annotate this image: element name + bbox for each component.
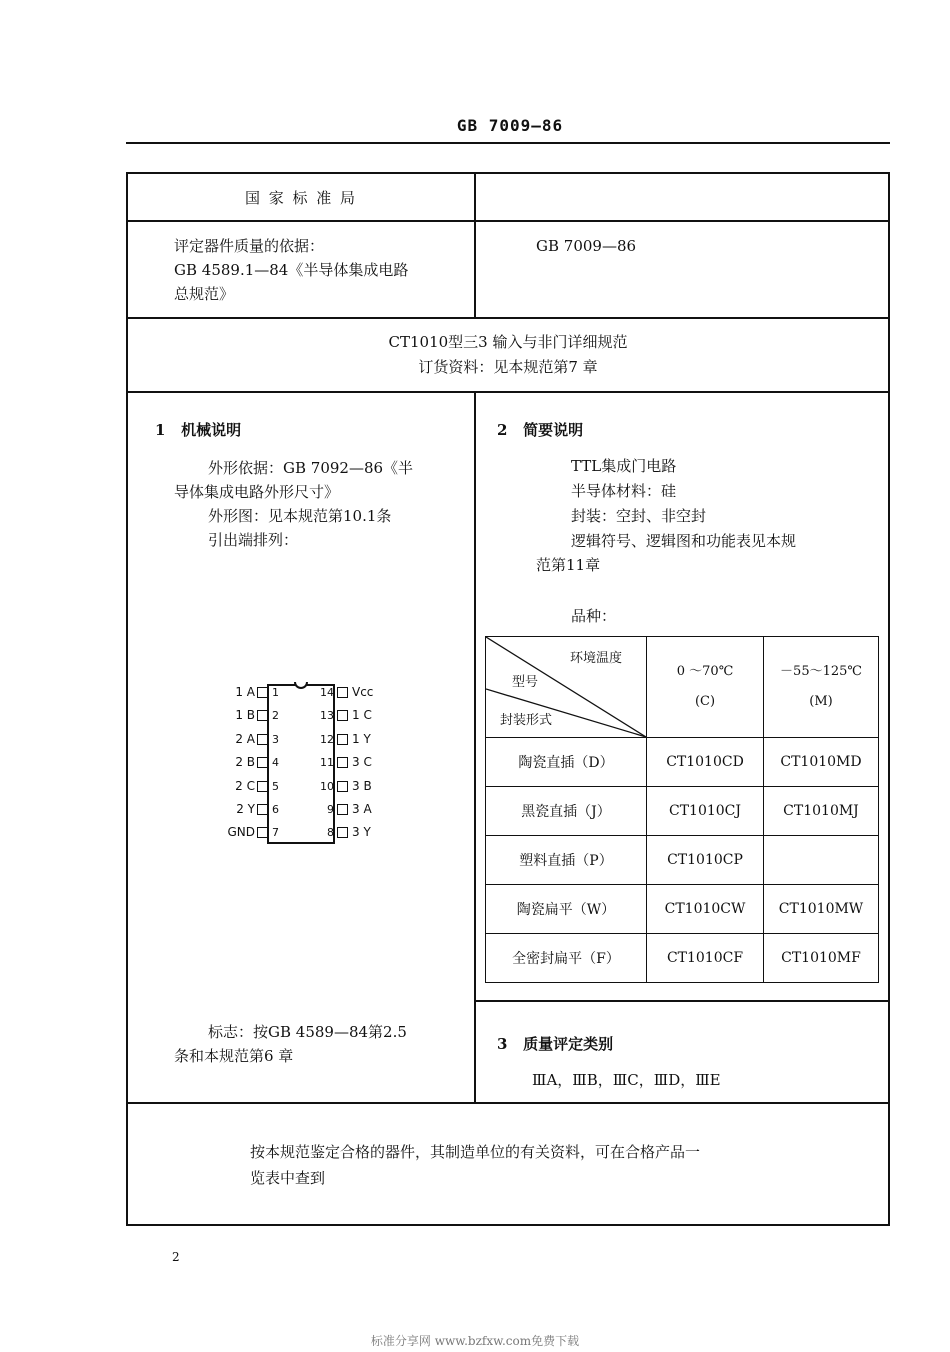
pin-number-left: 3 xyxy=(272,732,279,746)
model-m-cell: CT1010MF xyxy=(764,934,879,983)
divider-section3 xyxy=(474,1000,888,1002)
divider-3 xyxy=(126,391,890,393)
divider-2 xyxy=(126,317,890,319)
header-range-c xyxy=(647,637,764,738)
pin-pad-right xyxy=(337,827,348,838)
pin-number-left: 4 xyxy=(272,756,279,770)
package-cell: 全密封扁平（F） xyxy=(486,934,647,983)
pin-number-left: 7 xyxy=(272,826,279,840)
pin-pad-right xyxy=(337,687,348,698)
pin-label-right: 3 C xyxy=(352,755,372,770)
table-row xyxy=(486,787,879,836)
pin-label-left: GND xyxy=(227,825,255,840)
pin-number-left: 5 xyxy=(272,779,279,793)
pin-number-right: 14 xyxy=(320,686,334,699)
column-divider-top xyxy=(474,172,476,318)
marking-line-1: 标志：按GB 4589—84第2.5 xyxy=(208,1023,407,1041)
quality-classes: ⅢA，ⅢB，ⅢC，ⅢD，ⅢE xyxy=(532,1071,721,1089)
table-row xyxy=(486,738,879,787)
frame-bottom xyxy=(126,1224,890,1226)
outline-drawing: 外形图：见本规范第10.1条 xyxy=(208,507,392,525)
package-cell: 陶瓷直插（D） xyxy=(486,738,647,787)
outline-basis-line-1: 外形依据：GB 7092—86《半 xyxy=(208,459,414,477)
package-cell: 黑瓷直插（J） xyxy=(486,787,647,836)
section1-heading: 1 机械说明 xyxy=(155,421,242,439)
model-c-cell: CT1010CP xyxy=(647,836,764,885)
pin-arrangement-label: 引出端排列： xyxy=(208,531,299,549)
model-c-cell: CT1010CW xyxy=(647,885,764,934)
model-c-cell: CT1010CD xyxy=(647,738,764,787)
package-cell: 陶瓷扁平（W） xyxy=(486,885,647,934)
pin-pad-right xyxy=(337,804,348,815)
table-row xyxy=(486,885,879,934)
pin-label-left: 2 Y xyxy=(236,802,255,816)
model-c-cell: CT1010CJ xyxy=(647,787,764,836)
header-ambient-temp: 环境温度 xyxy=(570,651,623,666)
pin-pad-right xyxy=(337,757,348,768)
pin-label-left: 1 B xyxy=(235,708,255,723)
pin-number-right: 9 xyxy=(327,803,334,816)
model-m-cell xyxy=(764,836,879,885)
pin-pad-left xyxy=(257,757,268,768)
model-c-cell: CT1010CF xyxy=(647,934,764,983)
pin-number-right: 11 xyxy=(320,756,334,770)
header-model: 型号 xyxy=(512,675,539,690)
bureau-name: 国 家 标 准 局 xyxy=(244,189,358,207)
page-number: 2 xyxy=(172,1250,180,1264)
range-c-temp: 0 ～70℃ xyxy=(676,664,734,679)
diagonal-header-cell xyxy=(486,637,647,738)
pin-pad-left xyxy=(257,687,268,698)
frame-right xyxy=(888,172,890,1226)
pin-pad-right xyxy=(337,734,348,745)
pin-label-right: 3 A xyxy=(352,802,372,816)
brief-line-1: TTL集成门电路 xyxy=(571,457,677,475)
header-rule xyxy=(126,142,890,144)
divider-4 xyxy=(126,1102,890,1104)
variety-table xyxy=(485,636,879,983)
pin-pad-left xyxy=(257,734,268,745)
pin-number-right: 12 xyxy=(320,732,334,746)
package-cell: 塑料直插（P） xyxy=(486,836,647,885)
pin-label-left: 2 C xyxy=(235,778,255,793)
bottom-note-line-1: 按本规范鉴定合格的器件，其制造单位的有关资料，可在合格产品一 xyxy=(250,1143,701,1161)
table-row xyxy=(486,934,879,983)
pin-label-left: 2 B xyxy=(235,755,255,770)
frame-top xyxy=(126,172,890,174)
header-package-form: 封装形式 xyxy=(500,713,553,728)
brief-line-3: 封装：空封、非空封 xyxy=(571,507,707,525)
pin-pad-left xyxy=(257,710,268,721)
variety-table-header xyxy=(486,637,879,738)
pin-label-right: 1 C xyxy=(352,708,372,723)
basis-line-1: 评定器件质量的依据： xyxy=(174,237,325,255)
model-m-cell: CT1010MD xyxy=(764,738,879,787)
column-divider-main xyxy=(474,391,476,1103)
brief-line-4: 逻辑符号、逻辑图和功能表见本规 xyxy=(571,532,797,550)
pin-number-left: 6 xyxy=(272,803,279,816)
model-m-cell: CT1010MJ xyxy=(764,787,879,836)
range-m-code: (M) xyxy=(809,694,833,709)
ordering-info: 订货资料：见本规范第7 章 xyxy=(418,358,598,376)
model-m-cell: CT1010MW xyxy=(764,885,879,934)
pin-label-right: Vcc xyxy=(352,685,374,699)
pin-number-right: 13 xyxy=(320,709,334,723)
pin-label-right: 3 B xyxy=(352,778,372,793)
pin-number-left: 2 xyxy=(272,709,279,723)
section2-heading: 2 简要说明 xyxy=(497,421,584,439)
pin-pad-left xyxy=(257,804,268,815)
section3-heading: 3 质量评定类别 xyxy=(497,1035,614,1053)
basis-line-2: GB 4589.1—84《半导体集成电路 xyxy=(174,261,409,279)
pin-pad-left xyxy=(257,781,268,792)
pin-pad-right xyxy=(337,781,348,792)
watermark-footer: 标准分享网 www.bzfxw.com免费下载 xyxy=(370,1334,580,1348)
spec-title: CT1010型三3 输入与非门详细规范 xyxy=(388,333,628,351)
table-row xyxy=(486,836,879,885)
pin-number-right: 8 xyxy=(327,826,334,840)
varieties-label: 品种： xyxy=(571,607,617,625)
range-c-code: (C) xyxy=(694,694,716,709)
divider-1 xyxy=(126,220,890,222)
outline-basis-line-2: 导体集成电路外形尺寸》 xyxy=(174,483,340,501)
brief-line-5: 范第11章 xyxy=(536,556,601,574)
pin-number-right: 10 xyxy=(320,779,334,793)
bottom-note-line-2: 览表中查到 xyxy=(250,1169,326,1187)
pin-label-left: 2 A xyxy=(235,731,255,746)
pin-number-left: 1 xyxy=(272,686,279,699)
pin-pad-right xyxy=(337,710,348,721)
pin-label-right: 1 Y xyxy=(352,731,371,746)
brief-line-2: 半导体材料：硅 xyxy=(571,482,677,500)
right-standard-number: GB 7009—86 xyxy=(536,237,637,255)
pin-label-left: 1 A xyxy=(235,685,255,699)
basis-line-3: 总规范》 xyxy=(174,285,235,303)
range-m-temp: －55～125℃ xyxy=(780,664,862,679)
marking-line-2: 条和本规范第6 章 xyxy=(174,1047,294,1065)
header-standard-number: GB 7009—86 xyxy=(456,116,564,135)
pin-label-right: 3 Y xyxy=(352,825,371,840)
pin-pad-left xyxy=(257,827,268,838)
header-range-m xyxy=(764,637,879,738)
